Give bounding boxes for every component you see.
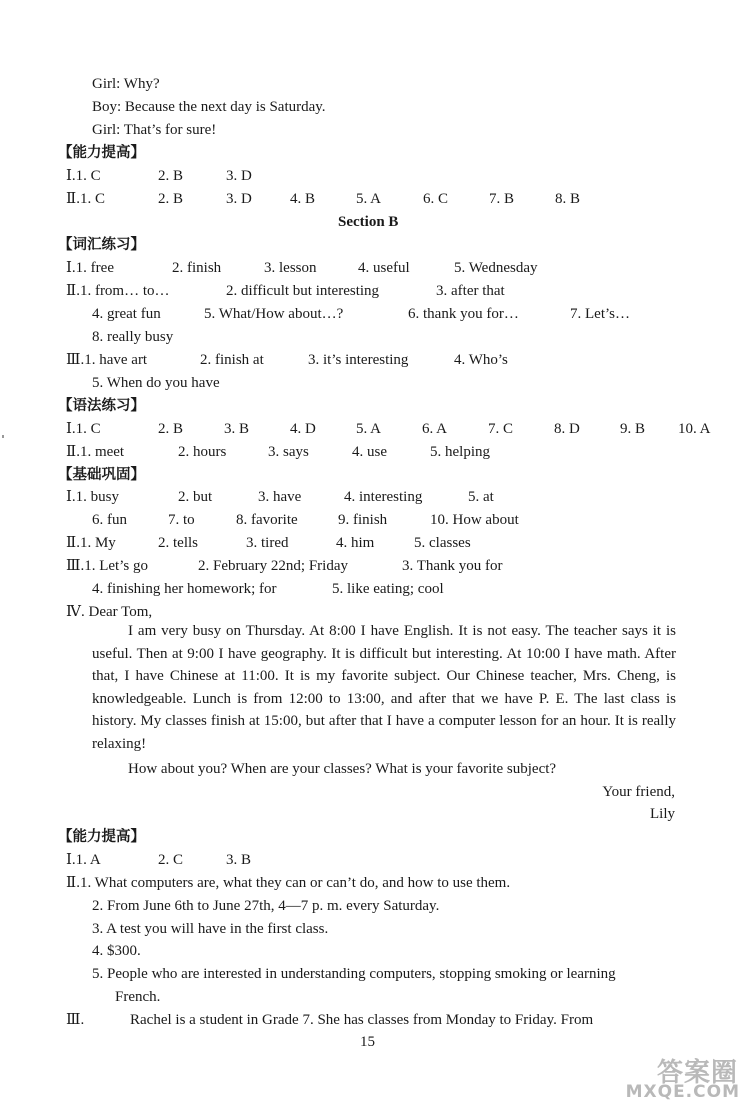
- answer: 4. D: [290, 421, 316, 437]
- answer: 7. B: [489, 191, 515, 207]
- question-label: Ⅲ.: [66, 1012, 85, 1028]
- answer: 4. $300.: [92, 943, 141, 959]
- answer-row: [66, 258, 686, 278]
- answer: 4. B: [290, 191, 316, 207]
- answer: 4. him: [336, 535, 375, 551]
- answer-row: [66, 166, 686, 186]
- answer: 5. Wednesday: [454, 260, 538, 276]
- letter-body: [92, 620, 676, 755]
- answer: 4. finishing her homework; for: [92, 581, 277, 597]
- answer: 4. useful: [358, 260, 410, 276]
- answer: 4. great fun: [92, 306, 161, 322]
- answer: Ⅲ.1. Let’s go: [66, 558, 148, 574]
- answer: 5. classes: [414, 535, 471, 551]
- answer: 2. hours: [178, 444, 227, 460]
- section-heading-jichu: 【基础巩固】: [58, 467, 145, 483]
- answer: 5. A: [356, 421, 382, 437]
- answer: Ⅰ.1. free: [66, 260, 114, 276]
- answer: Ⅰ.1. C: [66, 168, 101, 184]
- answer: 4. interesting: [344, 489, 423, 505]
- letter-signature: Lily: [650, 806, 675, 822]
- answer: 3. after that: [436, 283, 505, 299]
- answer: 3. Thank you for: [402, 558, 503, 574]
- answer: 7. Let’s…: [570, 306, 630, 322]
- section-heading-nengli: 【能力提高】: [58, 145, 145, 161]
- answer: 5. People who are interested in understanding computers, stopping smoking or learning: [92, 966, 616, 982]
- answer: 2. B: [158, 421, 184, 437]
- answer: 2. tells: [158, 535, 198, 551]
- answer: 8. D: [554, 421, 580, 437]
- answer: 2. C: [158, 852, 184, 868]
- answer-row: [92, 304, 692, 324]
- answer-row: [92, 510, 692, 530]
- watermark-logo: [618, 1052, 744, 1100]
- answer: 3. lesson: [264, 260, 317, 276]
- section-heading-cihui: 【词汇练习】: [58, 237, 145, 253]
- answer: 5. When do you have: [92, 375, 220, 391]
- answer: Ⅱ.1. from… to…: [66, 283, 170, 299]
- answer: 10. A: [678, 421, 711, 437]
- answer: 6. A: [422, 421, 448, 437]
- page-number: 15: [360, 1034, 375, 1050]
- answer-row: [66, 850, 686, 870]
- section-heading-nengli: 【能力提高】: [58, 829, 145, 845]
- answer: 6. thank you for…: [408, 306, 519, 322]
- answer: 3. it’s interesting: [308, 352, 409, 368]
- answer: 3. B: [224, 421, 250, 437]
- answer: 4. use: [352, 444, 387, 460]
- answer: Ⅱ.1. My: [66, 535, 116, 551]
- answer: 9. B: [620, 421, 646, 437]
- answer: 2. but: [178, 489, 213, 505]
- answer: Ⅰ.1. A: [66, 852, 101, 868]
- answer: 6. fun: [92, 512, 127, 528]
- answer: Ⅱ.1. C: [66, 191, 105, 207]
- answer: Ⅲ.1. have art: [66, 352, 148, 368]
- answer: Ⅱ.1. meet: [66, 444, 125, 460]
- answer: 7. C: [488, 421, 514, 437]
- answer: 2. difficult but interesting: [226, 283, 380, 299]
- answer: 3. have: [258, 489, 302, 505]
- section-heading-yufa: 【语法练习】: [58, 398, 145, 414]
- answer-row: [66, 556, 686, 576]
- answer: Ⅱ.1. What computers are, what they can or can’t do, and how to use them.: [66, 875, 511, 891]
- answer: 3. D: [226, 168, 252, 184]
- answer-row: [66, 281, 686, 301]
- watermark-text: 答案圈: [656, 1058, 738, 1088]
- watermark-url: MXQE.COM: [625, 1082, 740, 1102]
- answer-row: [66, 350, 686, 370]
- letter-closing: Your friend,: [602, 784, 675, 800]
- answer: French.: [115, 989, 161, 1005]
- answer: 8. favorite: [236, 512, 298, 528]
- answer-row: [66, 1010, 686, 1030]
- answer: 5. What/How about…?: [204, 306, 344, 322]
- letter-body-text: I am very busy on Thursday. At 8:00 I have English. It is not easy. The teacher says it is useful. Then at 9:00 I have geography. It is difficult but interesting. At 10:00 I have math. After that, I have Chinese at 11:00. It is my favorite subject. Our Chinese teacher, Mrs. Cheng, is knowledgeable. Lunch is from 12:00 to 13:00, and after that we have P. E. The last class is history. My classes finish at 15:00, but after that I have a computer lesson for an hour. It is really relaxing!: [92, 623, 676, 752]
- answer: Ⅰ.1. C: [66, 421, 101, 437]
- answer-row: [66, 419, 711, 439]
- scan-speck: [2, 435, 4, 438]
- answer: 2. finish at: [200, 352, 264, 368]
- answer: 8. B: [555, 191, 581, 207]
- answer: 2. From June 6th to June 27th, 4—7 p. m. every Saturday.: [92, 898, 440, 914]
- answer: 2. B: [158, 191, 184, 207]
- answer: 3. D: [226, 191, 252, 207]
- answer: 2. February 22nd; Friday: [198, 558, 348, 574]
- answer: 2. B: [158, 168, 184, 184]
- answer: Ⅰ.1. busy: [66, 489, 120, 505]
- answer-row: [66, 533, 686, 553]
- answer: 4. Who’s: [454, 352, 508, 368]
- answer: 6. C: [423, 191, 449, 207]
- letter-greeting: Ⅳ. Dear Tom,: [66, 604, 153, 620]
- dialogue-line: Boy: Because the next day is Saturday.: [92, 99, 326, 115]
- answer-row: [66, 189, 686, 209]
- answer-row: [92, 579, 692, 599]
- dialogue-line: Girl: That’s for sure!: [92, 122, 217, 138]
- answer-row: [66, 442, 686, 462]
- answer: Rachel is a student in Grade 7. She has classes from Monday to Friday. From: [130, 1012, 594, 1028]
- dialogue-line: Girl: Why?: [92, 76, 160, 92]
- answer: 8. really busy: [92, 329, 174, 345]
- letter-question: How about you? When are your classes? What is your favorite subject?: [128, 761, 557, 777]
- answer: 3. B: [226, 852, 252, 868]
- section-title: Section B: [338, 214, 399, 230]
- answer-row: [66, 487, 686, 507]
- answer: 5. A: [356, 191, 382, 207]
- answer: 5. at: [468, 489, 494, 505]
- answer: 5. helping: [430, 444, 490, 460]
- answer: 3. tired: [246, 535, 289, 551]
- answer: 9. finish: [338, 512, 388, 528]
- answer: 5. like eating; cool: [332, 581, 444, 597]
- answer: 7. to: [168, 512, 195, 528]
- answer: 2. finish: [172, 260, 222, 276]
- answer: 3. A test you will have in the first class.: [92, 921, 329, 937]
- answer: 3. says: [268, 444, 309, 460]
- answer: 10. How about: [430, 512, 519, 528]
